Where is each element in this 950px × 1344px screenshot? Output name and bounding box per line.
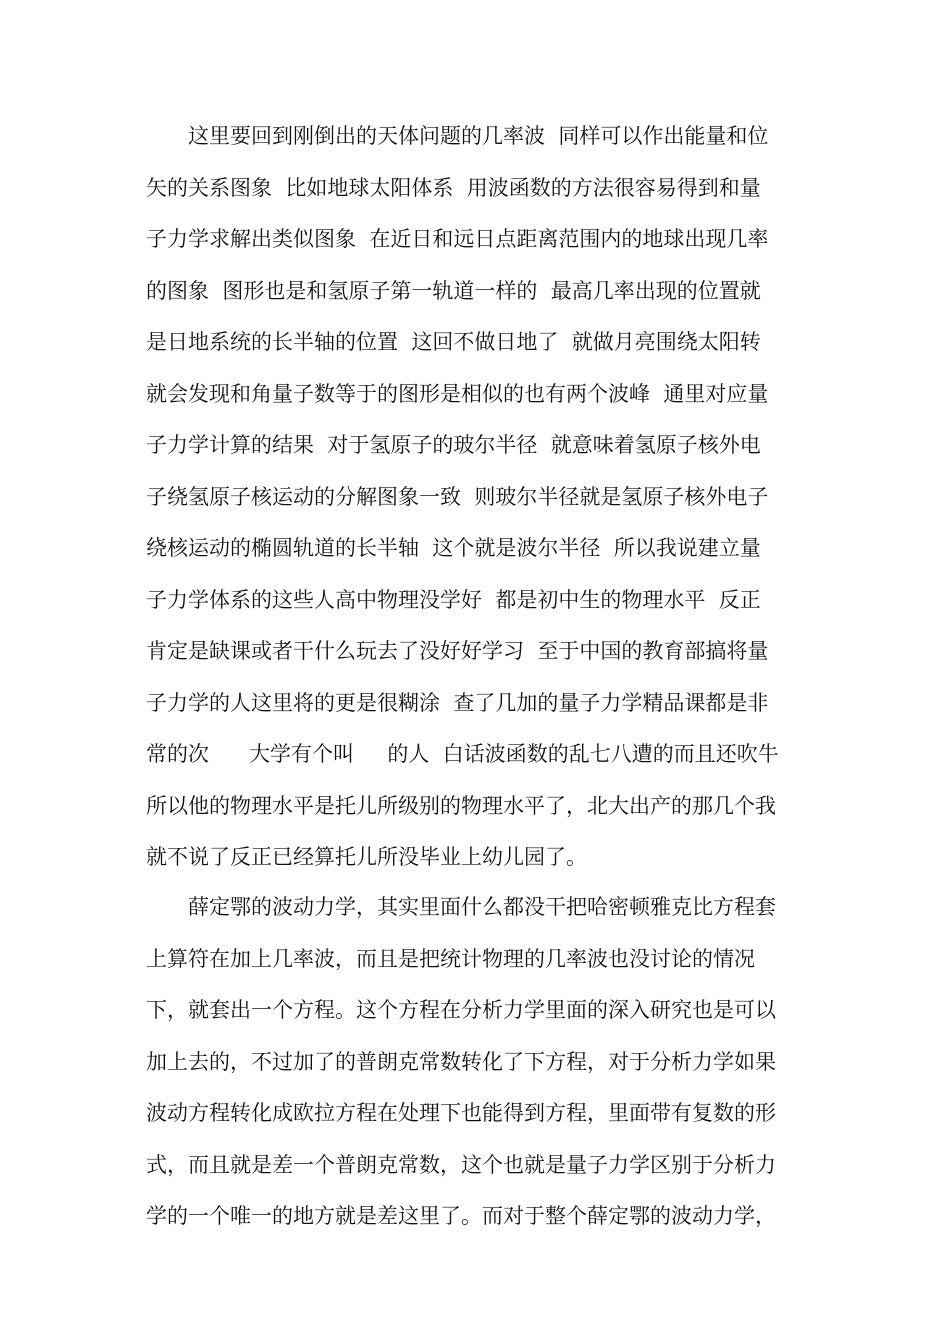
text-line: 就不说了反正已经算托儿所没毕业上幼儿园了。 (146, 845, 587, 869)
text-line: 子绕氢原子核运动的分解图象一致 则玻尔半径就是氢原子核外电子 (146, 484, 769, 509)
text-line: 薛定鄂的波动力学，其实里面什么都没干把哈密顿雅克比方程套 (188, 895, 776, 919)
text-line: 子力学体系的这些人高中物理没学好 都是初中生的物理水平 反正 (146, 587, 761, 612)
text-line: 这里要回到刚倒出的天体问题的几率波 同样可以作出能量和位 (188, 124, 769, 148)
text-line: 肯定是缺课或者干什么玩去了没好好学习 至于中国的教育部搞将量 (146, 639, 769, 663)
text-line: 式，而且就是差一个普朗克常数，这个也就是量子力学区别于分析力 (146, 1152, 776, 1177)
text-line: 绕核运动的椭圆轨道的长半轴 这个就是波尔半径 所以我说建立量 (146, 536, 761, 560)
text-line: 子力学求解出类似图象 在近日和远日点距离范围内的地球出现几率 (146, 227, 769, 251)
text-line: 矢的关系图象 比如地球太阳体系 用波函数的方法很容易得到和量 (146, 175, 761, 200)
text-line: 就会发现和角量子数等于的图形是相似的也有两个波峰 通里对应量 (146, 381, 769, 406)
text-line: 下，就套出一个方程。这个方程在分析力学里面的深入研究也是可以 (146, 998, 776, 1022)
text-line: 常的次 大学有个叫 的人 白话波函数的乱七八遭的而且还吹牛 (146, 742, 779, 766)
text-line: 所以他的物理水平是托儿所级别的物理水平了，北大出产的那几个我 (146, 793, 776, 818)
text-line: 子力学的人这里将的更是很糊涂 查了几加的量子力学精品课都是非 (146, 690, 769, 715)
text-line: 加上去的，不过加了的普朗克常数转化了下方程，对于分析力学如果 (146, 1049, 776, 1074)
text-line: 的图象 图形也是和氢原子第一轨道一样的 最高几率出现的位置就 (146, 278, 761, 303)
text-line: 是日地系统的长半轴的位置 这回不做日地了 就做月亮围绕太阳转 (146, 330, 761, 354)
text-line: 子力学计算的结果 对于氢原子的玻尔半径 就意味着氢原子核外电 (146, 433, 761, 457)
text-line: 上算符在加上几率波，而且是把统计物理的几率波也没讨论的情况 (146, 946, 755, 971)
text-line: 学的一个唯一的地方就是差这里了。而对于整个薛定鄂的波动力学， (146, 1204, 776, 1228)
text-line: 波动方程转化成欧拉方程在处理下也能得到方程，里面带有复数的形 (146, 1101, 776, 1125)
